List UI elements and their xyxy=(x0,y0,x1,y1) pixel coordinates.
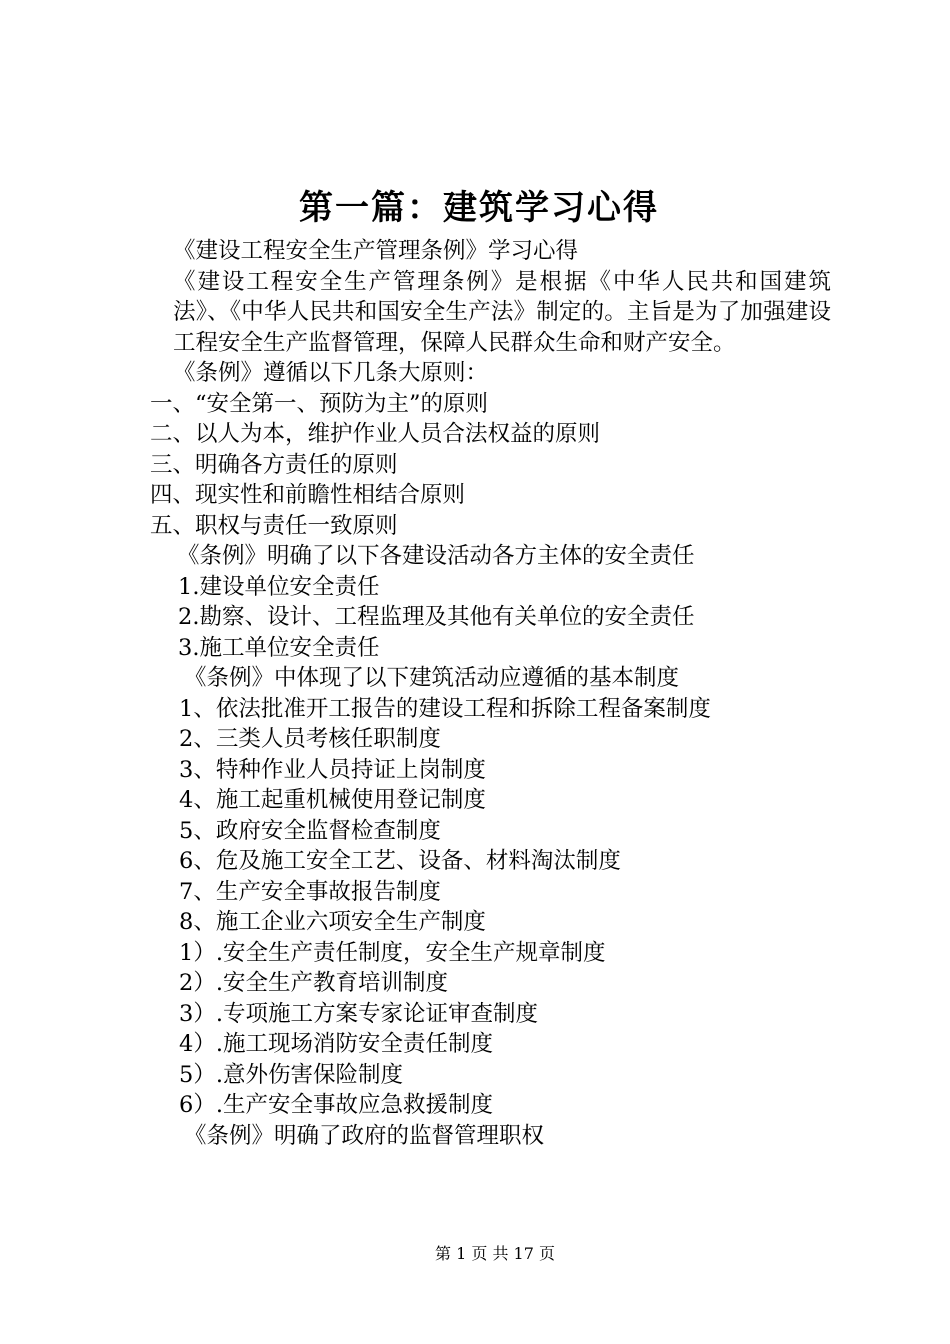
principle-item: 五、职权与责任一致原则 xyxy=(150,512,398,539)
system-item: 2、三类人员考核任职制度 xyxy=(179,726,441,752)
sub-system-item: 1）.安全生产责任制度，安全生产规章制度 xyxy=(179,939,606,966)
subtitle: 《建设工程安全生产管理条例》学习心得 xyxy=(173,238,579,264)
principle-item: 三、明确各方责任的原则 xyxy=(150,451,398,478)
sub-system-item: 2）.安全生产教育培训制度 xyxy=(179,970,448,996)
sub-system-item: 4）.施工现场消防安全责任制度 xyxy=(179,1031,493,1057)
principle-item: 四、现实性和前瞻性相结合原则 xyxy=(150,482,466,508)
document-body xyxy=(127,236,831,1151)
principle-item: 一、“安全第一、预防为主”的原则 xyxy=(150,390,489,417)
responsibilities-heading: 《条例》明确了以下各建设活动各方主体的安全责任 xyxy=(177,543,695,569)
system-item: 8、施工企业六项安全生产制度 xyxy=(179,909,486,935)
responsibility-item: 1.建设单位安全责任 xyxy=(178,573,380,600)
responsibility-item: 3.施工单位安全责任 xyxy=(178,634,380,661)
system-item: 4、施工起重机械使用登记制度 xyxy=(179,787,486,813)
sub-system-item: 6）.生产安全事故应急救援制度 xyxy=(179,1092,493,1118)
system-item: 7、生产安全事故报告制度 xyxy=(179,878,441,905)
page-number: 第 1 页 共 17 页 xyxy=(435,1244,555,1263)
government-heading: 《条例》明确了政府的监督管理职权 xyxy=(184,1122,545,1149)
document-title: 第一篇：建筑学习心得 xyxy=(299,188,659,228)
responsibility-item: 2.勘察、设计、工程监理及其他有关单位的安全责任 xyxy=(178,604,695,630)
principles-heading: 《条例》遵循以下几条大原则： xyxy=(173,360,489,386)
intro-paragraph: 《建设工程安全生产管理条例》是根据《中华人民共和国建筑法》、《中华人民共和国安全生产法》制定的。主旨是为了加强建设工程安全生产监督管理，保障人民群众生命和财产安全。 xyxy=(173,268,831,356)
sub-system-item: 3）.专项施工方案专家论证审查制度 xyxy=(179,1000,538,1027)
sub-system-item: 5）.意外伤害保险制度 xyxy=(179,1061,403,1088)
system-item: 6、危及施工安全工艺、设备、材料淘汰制度 xyxy=(179,848,621,874)
system-item: 5、政府安全监督检查制度 xyxy=(179,817,441,844)
principle-item: 二、以人为本，维护作业人员合法权益的原则 xyxy=(150,421,601,447)
systems-heading: 《条例》中体现了以下建筑活动应遵循的基本制度 xyxy=(184,665,680,691)
system-item: 3、特种作业人员持证上岗制度 xyxy=(179,756,486,783)
system-item: 1、依法批准开工报告的建设工程和拆除工程备案制度 xyxy=(179,695,711,722)
